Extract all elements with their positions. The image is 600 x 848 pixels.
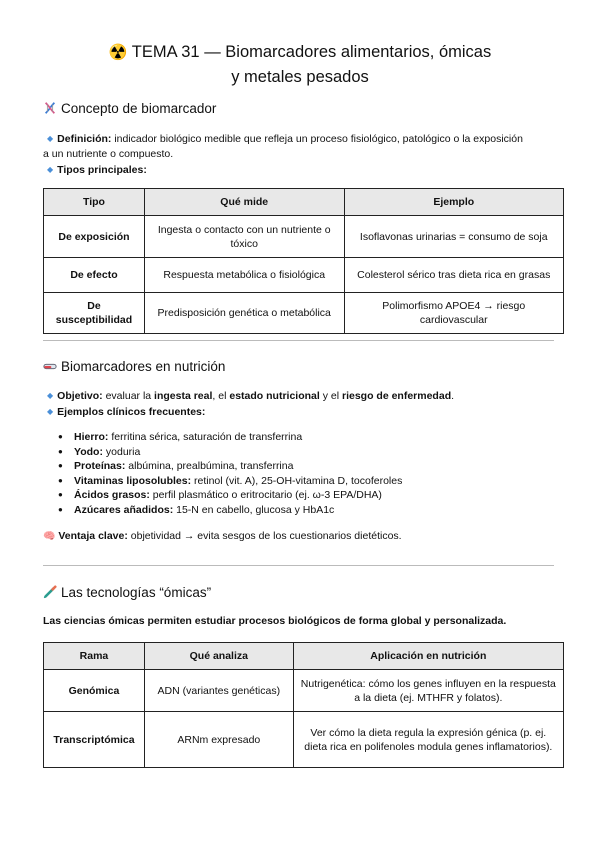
- table-header: Qué analiza: [144, 643, 293, 670]
- table-header: Aplicación en nutrición: [293, 643, 563, 670]
- clinical-examples-list: [58, 430, 402, 517]
- title-line-2: y metales pesados: [231, 68, 369, 86]
- table-header: Ejemplo: [344, 189, 564, 216]
- objective-paragraph: [43, 388, 563, 420]
- table-header: Qué mide: [144, 189, 344, 216]
- title-line-1: TEMA 31 — Biomarcadores alimentarios, ómicas: [131, 43, 492, 61]
- item-label: Yodo:: [74, 445, 103, 458]
- item-label: Ácidos grasos:: [74, 489, 150, 501]
- table-cell: De susceptibilidad: [44, 293, 145, 334]
- table-row: [44, 712, 564, 768]
- table-cell: Genómica: [44, 670, 145, 712]
- table-cell: De exposición: [44, 216, 145, 258]
- brain-icon: 🧠: [43, 531, 56, 542]
- definition-label: Definición:: [57, 133, 112, 145]
- table-header: Rama: [44, 643, 145, 670]
- table-cell: De efecto: [44, 258, 145, 293]
- item-text: retinol (vit. A), 25-OH-vitamina D, tocoferoles: [191, 474, 403, 487]
- table-cell: Isoflavonas urinarias = consumo de soja: [344, 216, 564, 258]
- item-label: Vitaminas liposolubles:: [74, 474, 192, 487]
- advantage-label: Ventaja clave:: [58, 530, 128, 542]
- section-divider: [43, 340, 554, 341]
- objective-bold: riesgo de enfermedad: [341, 390, 452, 402]
- omics-intro: Las ciencias ómicas permiten estudiar procesos biológicos de forma global y personalizada.: [43, 615, 507, 627]
- list-item: [58, 503, 402, 518]
- table-header-row: [44, 189, 564, 216]
- section-heading-text: Las tecnologías “ómicas”: [61, 585, 212, 600]
- objective-text: .: [451, 390, 455, 402]
- table-cell: Nutrigenética: cómo los genes influyen en la respuesta a la dieta (ej. MTHFR y folatos).: [293, 670, 563, 712]
- table-cell: Respuesta metabólica o fisiológica: [144, 258, 344, 293]
- dna-icon: [43, 101, 57, 115]
- section-heading-concepto: [43, 101, 216, 116]
- diamond-bullet-icon: ◆: [47, 134, 54, 143]
- table-row: [44, 216, 564, 258]
- section-heading-text: Biomarcadores en nutrición: [61, 359, 226, 374]
- item-text: ferritina sérica, saturación de transferrina: [108, 431, 303, 443]
- advantage-paragraph: [43, 529, 563, 544]
- table-cell: ARNm expresado: [144, 712, 293, 768]
- table-cell: Predisposición genética o metabólica: [144, 293, 344, 334]
- list-item: [58, 488, 402, 503]
- objective-bold: estado nutricional: [229, 390, 320, 402]
- test-tube-icon: [43, 359, 57, 373]
- diamond-bullet-icon: ◆: [47, 407, 54, 416]
- item-label: Proteínas:: [74, 460, 126, 472]
- table-header: Tipo: [44, 189, 145, 216]
- table-header-row: [44, 643, 564, 670]
- examples-label: Ejemplos clínicos frecuentes:: [57, 406, 206, 418]
- section-heading-text: Concepto de biomarcador: [61, 101, 217, 116]
- page-title: [0, 40, 600, 89]
- table-row: [44, 670, 564, 712]
- section-heading-nutricion: [43, 359, 225, 374]
- definition-text: indicador biológico medible que refleja un proceso fisiológico, patológico o la exposición: [111, 133, 523, 145]
- types-label: Tipos principales:: [57, 164, 147, 176]
- objective-text: evaluar la: [102, 390, 155, 402]
- table-cell: Ingesta o contacto con un nutriente o tóxico: [144, 216, 344, 258]
- item-label: Azúcares añadidos:: [74, 503, 174, 516]
- pipette-icon: [43, 585, 57, 599]
- item-text: perfil plasmático o eritrocitario (ej. ω-3 EPA/DHA): [149, 489, 382, 501]
- objective-text: y el: [319, 390, 342, 402]
- diamond-bullet-icon: ◆: [47, 165, 54, 174]
- radioactive-icon: ☢️: [108, 44, 128, 61]
- item-label: Hierro:: [74, 431, 109, 443]
- item-text: yoduria: [102, 445, 141, 458]
- definition-paragraph: [43, 131, 563, 178]
- advantage-text: objetividad → evita sesgos de los cuestionarios dietéticos.: [127, 530, 402, 542]
- section-heading-omicas: [43, 585, 211, 600]
- section-divider: [43, 565, 554, 566]
- item-text: 15-N en cabello, glucosa y HbA1c: [173, 503, 335, 516]
- list-item: [58, 474, 402, 489]
- objective-label: Objetivo:: [57, 390, 103, 402]
- table-cell: Colesterol sérico tras dieta rica en grasas: [344, 258, 564, 293]
- list-item: [58, 459, 402, 474]
- table-cell: ADN (variantes genéticas): [144, 670, 293, 712]
- table-cell: Transcriptómica: [44, 712, 145, 768]
- objective-bold: ingesta real: [154, 390, 213, 402]
- omics-table: [43, 642, 564, 768]
- item-text: albúmina, prealbúmina, transferrina: [125, 460, 294, 472]
- table-row: [44, 293, 564, 334]
- diamond-bullet-icon: ◆: [47, 391, 54, 400]
- table-cell: Polimorfismo APOE4 → riesgo cardiovascular: [344, 293, 564, 334]
- list-item: [58, 430, 402, 445]
- table-row: [44, 258, 564, 293]
- biomarker-types-table: [43, 188, 564, 334]
- definition-text-cont: a un nutriente o compuesto.: [43, 148, 174, 160]
- list-item: [58, 445, 402, 460]
- objective-text: , el: [212, 390, 230, 402]
- table-cell: Ver cómo la dieta regula la expresión génica (p. ej. dieta rica en polifenoles modula genes inflamatorios).: [293, 712, 563, 768]
